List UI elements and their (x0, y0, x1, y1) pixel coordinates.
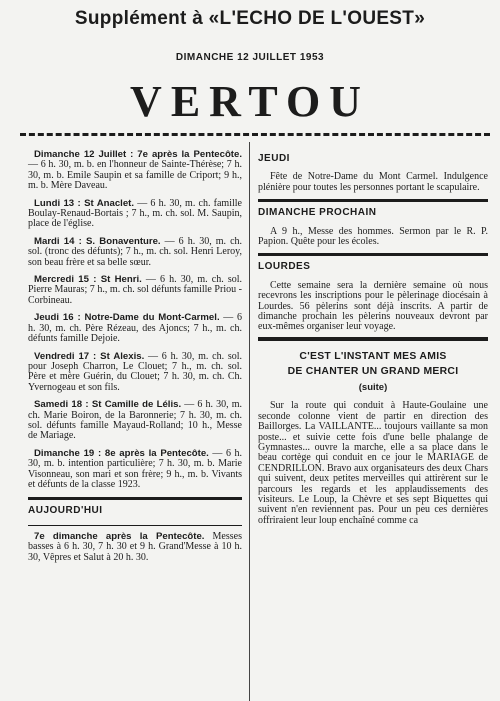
title-divider (20, 133, 490, 136)
lourdes-text: Cette semaine sera la dernière semaine où nous recevrons les inscriptions pour le pèlerinage diocésain à Lourdes. 56 pèlerins sont déjà inscrits. A partir de dimanche prochain les pèlerins nouveaux devront par eux-mêmes organiser leur voyage. (258, 279, 488, 333)
schedule-entry: Lundi 13 : St Anaclet. — 6 h. 30, m. ch. famille Boulay-Renaud-Bortais ; 7 h., m. ch. sol. M. Saupin, place de l'église. (28, 197, 242, 230)
feature-subtitle: (suite) (358, 381, 388, 393)
right-column (258, 150, 488, 530)
left-column (28, 150, 242, 570)
schedule-entry: Dimanche 12 Juillet : 7e après la Pentecôte. — 6 h. 30, m. b. en l'honneur de Sainte-Thérèse; 7 h. 30, m. b. Emile Saupin et sa famille de Criport; 9 h., m. b. Mère Daveau. (28, 149, 242, 192)
schedule-entry: Mercredi 15 : St Henri. — 6 h. 30, m. ch. sol. Pierre Mauras; 7 h., m. ch. sol défunts famille Priou - Corbineau. (28, 274, 242, 306)
jeudi-text: Fête de Notre-Dame du Mont Carmel. Indulgence plénière pour toutes les personnes portant le scapulaire. (258, 171, 488, 193)
schedule-entry: Jeudi 16 : Notre-Dame du Mont-Carmel. — 6 h. 30, m. ch. Père Rézeau, des Ajoncs; 7 h., m. ch. défunts famille Dejoie. (28, 312, 242, 345)
section-title-jeudi: JEUDI (258, 153, 290, 164)
page-title: VERTOU (130, 77, 370, 126)
schedule-entry: Vendredi 17 : St Alexis. — 6 h. 30, m. ch. sol. pour Joseph Charron, Le Clouet; 7 h., m. ch. sol. Père et mère Guérin, du Clouet; 7 h. 30, m. ch. Ch. Yvernogeau et son fils. (28, 350, 243, 393)
feature-text: Sur la route qui conduit à Haute-Goulaine une seconde colonne vient de partir en direction des Baillorges. La VAILLANTE... toujours vaillante sa mon poste... et suivie cette fois d'une belle phalange de Gymnastes... ouvre la marche, elle a sa place dans le beau cortège qui conduit en ce jour le MARIAGE de CENDRILLON. Bravo aux organisateurs des deux Chars qui suivent, deux petites merveilles qui attirèrent sur le parcours les regards et les applaudissements des visiteurs. Le Loup, la Chèvre et ses sept Biquettes qui suivent n'en reviennent pas. Pour un peu ces dernières offriraient leur loup enchaîné comme ca (258, 400, 488, 526)
schedule-entry: Mardi 14 : S. Bonaventure. — 6 h. 30, m. ch. sol. (tronc des défunts); 7 h., m. ch. sol. Henri Leroy, son beau frère et sa belle sœur. (28, 235, 243, 268)
section-title-lourdes: LOURDES (258, 261, 311, 273)
dimanche-prochain-text: A 9 h., Messe des hommes. Sermon par le R. P. Papion. Quête pour les écoles. (258, 225, 488, 248)
schedule-entry: Samedi 18 : St Camille de Lélis. — 6 h. 30, m. ch. Marie Boiron, de la Baronnerie; 7 h. 30, m. ch. sol. défunts famille Mayaud-Rolland; 10 h., Messe de Mariage. (28, 399, 243, 442)
column-divider (249, 142, 250, 701)
masthead: Supplément à «L'ECHO DE L'OUEST» (74, 8, 426, 29)
dateline: DIMANCHE 12 JUILLET 1953 (175, 52, 325, 63)
section-title-aujourdhui: AUJOURD'HUI (28, 505, 103, 517)
feature-title-line: DE CHANTER UN GRAND MERCI (287, 365, 459, 377)
section-title-dimanche-prochain: DIMANCHE PROCHAIN (258, 207, 377, 219)
section-rule (258, 253, 488, 256)
feature-title (258, 349, 488, 379)
section-rule (28, 525, 242, 526)
schedule-entry: Dimanche 19 : 8e après la Pentecôte. — 6 h. 30, m. b. intention particulière; 7 h. 30, m. b. Marie Visonneau, son mari et son frère; 9 h., m. b. Vivants et défunts de la classe 1923. (28, 447, 243, 490)
section-rule (258, 199, 488, 202)
feature-title-line: C'EST L'INSTANT MES AMIS (299, 350, 447, 362)
aujourdhui-text: 7e dimanche après la Pentecôte. Messes basses à 6 h. 30, 7 h. 30 et 9 h. Grand'Messe à 10 h. 30, Vêpres et Salut à 20 h. 30. (28, 530, 242, 563)
section-rule (258, 337, 488, 341)
section-rule (28, 497, 242, 500)
